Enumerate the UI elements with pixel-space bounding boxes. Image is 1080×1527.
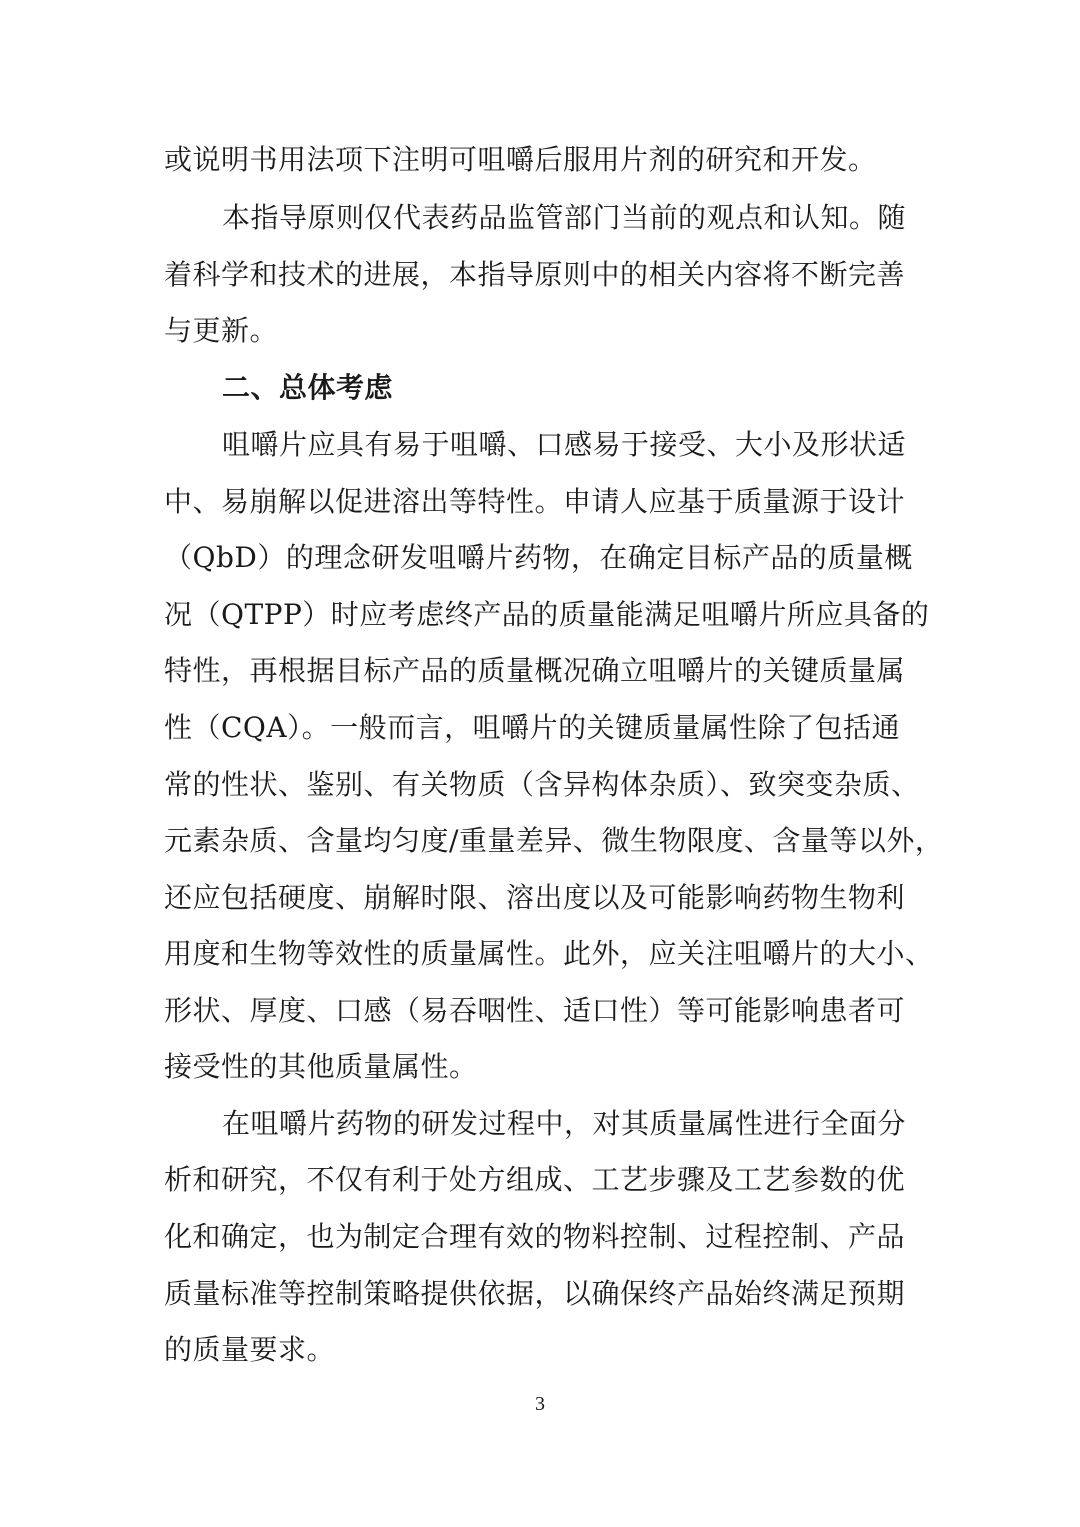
body-text-line: 着科学和技术的进展，本指导原则中的相关内容将不断完善 [164,258,906,291]
body-text-line: 常的性状、鉴别、有关物质（含异构体杂质）、致突变杂质、 [164,768,920,801]
body-text-line: 的质量要求。 [164,1333,336,1366]
body-text-line: 质量标准等控制策略提供依据，以确保终产品始终满足预期 [164,1277,906,1310]
paragraph-first-line: 本指导原则仅代表药品监管部门当前的观点和认知。随 [222,201,907,234]
body-text-line: 还应包括硬度、崩解时限、溶出度以及可能影响药物生物利 [164,881,906,914]
body-text-line: 中、易崩解以促进溶出等特性。申请人应基于质量源于设计 [164,485,906,518]
section-heading: 二、总体考虑 [222,371,394,404]
body-text-line: 与更新。 [164,314,279,347]
body-text-line: 况（QTPP）时应考虑终产品的质量能满足咀嚼片所应具备的 [164,598,930,631]
page-number: 3 [535,1393,545,1415]
body-text-line: 析和研究，不仅有利于处方组成、工艺步骤及工艺参数的优 [164,1163,906,1196]
body-text-line: 特性，再根据目标产品的质量概况确立咀嚼片的关键质量属 [164,654,906,687]
body-text-line: 化和确定，也为制定合理有效的物料控制、过程控制、产品 [164,1220,906,1253]
paragraph-first-line: 咀嚼片应具有易于咀嚼、口感易于接受、大小及形状适 [222,428,907,461]
body-text-line: 元素杂质、含量均匀度/重量差异、微生物限度、含量等以外， [164,824,944,857]
body-text-line: 用度和生物等效性的质量属性。此外，应关注咀嚼片的大小、 [164,937,934,970]
body-text-line: 接受性的其他质量属性。 [164,1050,478,1083]
body-text-line: 形状、厚度、口感（易吞咽性、适口性）等可能影响患者可 [164,994,906,1027]
body-text-line: 或说明书用法项下注明可咀嚼后服用片剂的研究和开发。 [164,143,877,176]
body-text-line: （QbD）的理念研发咀嚼片药物，在确定目标产品的质量概 [164,541,913,574]
paragraph-first-line: 在咀嚼片药物的研发过程中，对其质量属性进行全面分 [222,1107,907,1140]
body-text-line: 性（CQA）。一般而言，咀嚼片的关键质量属性除了包括通 [164,711,901,744]
